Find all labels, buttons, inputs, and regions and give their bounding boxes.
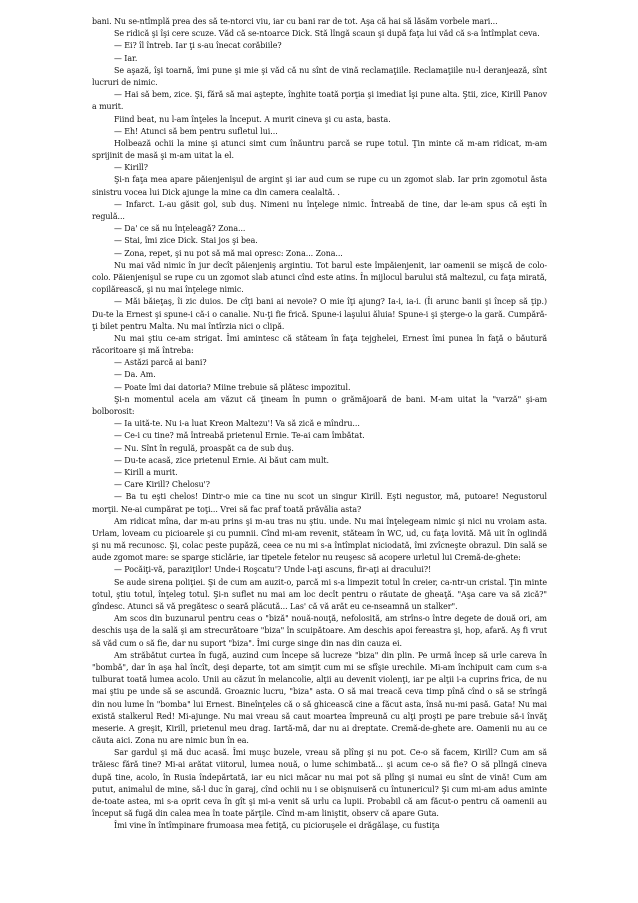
paragraph: Nu mai văd nimic în jur decît păienjeniş argintiu. Tot barul este împăienjenit, iar oamenii se mişcă de colo-colo. Păienjenişul se rupe cu un zgomot slab atunci cînd este atins. În mijlocul barului stă maltezul, cu faţa mirată, copilărească, şi nu mai înţelege nimic.	[92, 260, 547, 295]
paragraph: — Kirill?	[114, 163, 148, 173]
paragraph: Sar gardul şi mă duc acasă. Îmi muşc buzele, vreau să plîng şi nu pot. Ce-o să facem, Kirill? Cum am să trăiesc fără tine? Mi-ai arătat viitorul, lumea nouă, o lume schimbată... şi acum ce-o să fie? O să plîngă cineva după tine, acolo, în Rusia îndepărtată, iar eu nici măcar nu mai pot să plîng şi numai eu sînt de vină! Cum am putut, animalul de mine, să-l duc în garaj, cînd ochii nu i se obişnuiseră cu întunericul? Şi cum mi-am adus aminte de-toate astea, mi s-a oprit ceva în gît şi mi-a venit să urlu ca lupii. Probabil că am făcut-o pentru că oamenii au început să fugă din calea mea în toate părţile. Cînd m-am liniştit, observ că apare Guta.	[92, 748, 547, 819]
paragraph: — Zona, repet, şi nu pot să mă mai opresc: Zona... Zona...	[114, 248, 343, 258]
paragraph: — Care Kirill? Chelosu'?	[114, 480, 210, 490]
paragraph: Îmi vine în întîmpinare frumoasa mea fetiţă, cu picioruşele ei drăgălaşe, cu fustiţa	[114, 821, 440, 831]
paragraph: Holbează ochii la mine şi atunci simt cum înăuntru parcă se rupe totul. Ţin minte că m-am ridicat, m-am sprijinit de masă şi m-am uitat la el.	[92, 138, 547, 161]
paragraph: — Du-te acasă, zice prietenul Ernie. Ai băut cam mult.	[114, 455, 330, 465]
paragraph: — Infarct. L-au găsit gol, sub duş. Nimeni nu înţelege nimic. Întreabă de tine, dar le-am spus că eşti în regulă...	[92, 199, 547, 221]
paragraph: — Măi băieţaş, îi zic duios. De cîţi bani ai nevoie? O mie îţi ajung? Ia-i, ia-i. (Îi arunc banii şi încep să ţip.) Du-te la Ernest şi spune-i că-i o canalie. Nu-ţi fie frică. Spune-i laşului ăluia! Spune-i şi şterge-o la gară. Cumpără-ţi bilet pentru Malta. Nu mai întîrzia nici o clipă.	[92, 297, 547, 331]
paragraph: Nu mai ştiu ce-am strigat. Îmi amintesc că stăteam în faţa tejghelei, Ernest îmi punea în faţă o băutură răcoritoare şi mă întreba:	[92, 333, 547, 356]
paragraph: Se ridică şi îşi cere scuze. Văd că se-ntoarce Dick. Stă lîngă scaun şi după faţa lui văd că s-a întîmplat ceva.	[114, 29, 540, 39]
paragraph: — Stai, îmi zice Dick. Stai jos şi bea.	[114, 236, 258, 246]
paragraph: — Eh! Atunci să bem pentru sufletul lui...	[114, 126, 278, 136]
paragraph: Fiind beat, nu l-am înţeles la început. A murit cineva şi cu asta, basta.	[114, 114, 391, 124]
paragraph: Am străbătut curtea în fugă, auzind cum începe să lucreze "biza" din plin. Pe urmă încep să urle careva în "bombă", dar în aşa hal încît, deşi departe, tot am simţit cum mi se sfîşie urechile. Mi-am închipuit cam cum s-a tulburat toată lumea acolo. Unii au căzut în melancolie, alţii au devenit violenţi, iar pe alţii i-a cuprins frica, de nu mai ştiu pe unde să se ascundă. Groaznic lucru, "biza" asta. O să mai treacă ceva timp pînă cînd o să se strîngă din nou lume în "bomba" lui Ernest. Bineînţeles că o să ghicească cine a făcut asta, însă nu-mi pasă. Gata! Nu mai există stalkerul Red! Mi-ajunge. Nu mai vreau să caut moartea împreună cu alţi proşti pe pare trebuie să-i învăţ meserie. A greşit, Kirill, prietenul meu drag. Iartă-mă, dar nu ai dreptate. Cremă-de-ghete are. Oamenii nu au ce căuta aici. Zona nu are nimic bun în ea.	[92, 650, 547, 746]
paragraph: — Astăzi parcă ai bani?	[114, 358, 207, 368]
paragraph: — Ce-i cu tine? mă întreabă prietenul Ernie. Te-ai cam îmbătat.	[114, 431, 365, 441]
paragraph: Am scos din buzunarul pentru ceas o "biză" nouă-nouţă, nefolosită, am strîns-o între degete de două ori, am deschis uşa de la sală şi am strecurătoare "biza" în scuipătoare. Am deschis apoi fereastra şi, hop, afară. Aş fi vrut să văd cum o să fie, dar nu suport "biza". Îmi curge singe din nas din cauza ei.	[92, 614, 547, 648]
paragraph: Şi-n momentul acela am văzut că ţineam în pumn o grămăjoară de bani. M-am uitat la "varză" şi-am bolborosit:	[92, 394, 547, 416]
paragraph: — Ba tu eşti chelos! Dintr-o mie ca tine nu scot un singur Kirill. Eşti negustor, mă, putoare! Negustorul morţii. Ne-ai cumpărat pe toţi... Vrei să fac praf toată prăvălia asta?	[92, 492, 547, 514]
paragraph: — Ei? îl întreb. Iar ţi s-au înecat corăbiile?	[114, 41, 282, 51]
paragraph: Se aude sirena poliţiei. Şi de cum am auzit-o, parcă mi s-a limpezit totul în creier, ca-ntr-un cristal. Ţin minte totul, ştiu totul, înţeleg totul. Şi-n suflet nu mai am loc decît pentru o răutate de gheaţă. "Aşa care va să zică?" gîndesc. Atunci să vă pregătesc o seară plăcută... Las' că vă arăt eu ce-nseamnă un stalker".	[92, 577, 547, 611]
paragraph: — Ia uită-te. Nu i-a luat Kreon Maltezu'! Va să zică e mîndru...	[114, 419, 360, 429]
paragraph: — Poate îmi dai datoria? Miine trebuie să plătesc impozitul.	[114, 382, 351, 392]
paragraph: — Da. Am.	[114, 370, 156, 380]
paragraph: Am ridicat mîna, dar m-au prins şi m-au tras nu ştiu. unde. Nu mai înţelegeam nimic şi nici nu vroiam asta. Urlam, loveam cu picioarele şi cu pumnii. Cînd mi-am revenit, stăteam în WC, ud, cu faţa lovită. Mă uit în oglindă şi nu mă recunosc. Şi, colac peste pupăză, ceea ce nu mi s-a întîmplat niciodată, îmi zvîcneşte obrazul. Din sală se aude zgomot mare: se sparge sticlărie, iar tipetele fetelor nu reuşesc să acopere urletul lui Cremă-de-ghete:	[92, 516, 547, 563]
paragraph: — Pocăiţi-vă, paraziţilor! Unde-i Roşcatu'? Unde l-aţi ascuns, fir-aţi ai dracului?!	[114, 565, 432, 575]
paragraph: — Kirill a murit.	[114, 467, 178, 477]
paragraph: Se aşază, îşi toarnă, îmi pune şi mie şi văd că nu sînt de vină reclamaţiile. Reclamaţiile nu-l deranjează, sînt lucruri de nimic.	[92, 65, 547, 87]
document-page	[92, 16, 547, 833]
paragraph: — Nu. Sînt în regulă, proaspăt ca de sub duş.	[114, 443, 294, 453]
paragraph: — Iar.	[114, 53, 138, 63]
paragraph: — Hai să bem, zice. Şi, fără să mai aştepte, înghite toată porţia şi imediat îşi pune alta. Ştii, zice, Kirill Panov a murit.	[92, 90, 547, 112]
paragraph: — Da' ce să nu înţeleagă? Zona...	[114, 224, 246, 234]
paragraph: Şi-n faţa mea apare păienjenişul de argint şi iar aud cum se rupe cu un zgomot slab. Iar prin zgomotul ăsta sinistru vocea lui Dick ajunge la mine ca din camera cealaltă. .	[92, 175, 547, 197]
paragraph: bani. Nu se-ntîmplă prea des să te-ntorci viu, iar cu bani rar de tot. Aşa că hai să lăsăm vorbele mari...	[92, 17, 498, 26]
